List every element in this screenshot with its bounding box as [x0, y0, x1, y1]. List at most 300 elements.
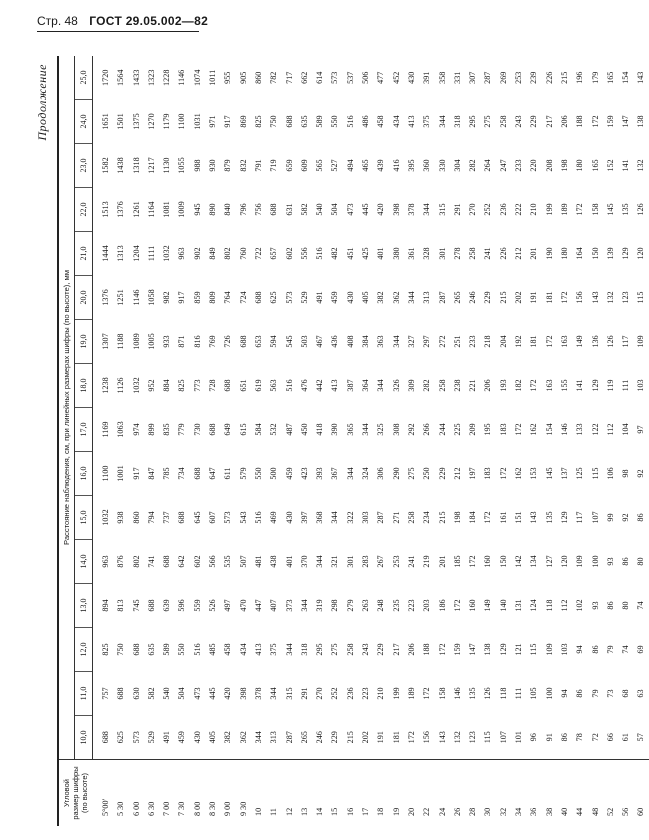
distance-cell: 182	[514, 379, 524, 392]
distance-cell: 611	[223, 467, 233, 480]
distance-cell: 266	[422, 423, 432, 436]
angle-cell: 14	[312, 760, 327, 827]
distance-cell: 199	[391, 687, 401, 700]
distance-cell: 119	[605, 379, 615, 392]
distance-cell: 1005	[146, 333, 156, 350]
distance-cell: 473	[345, 203, 355, 216]
distance-cell: 573	[330, 71, 340, 84]
distance-cell: 816	[192, 335, 202, 348]
column-header: 10,0	[75, 716, 93, 760]
column-header: 12,0	[75, 628, 93, 672]
distance-cell: 930	[208, 159, 218, 172]
distance-cell: 223	[361, 687, 371, 700]
distance-cell: 172	[514, 423, 524, 436]
column-header: 24,0	[75, 100, 93, 144]
distance-cell: 1720	[101, 69, 110, 86]
distance-cell: 330	[437, 159, 447, 172]
distance-cell: 147	[468, 643, 478, 656]
angle-cell: 6 00	[129, 760, 144, 827]
distance-cell: 304	[452, 159, 462, 172]
distance-cell: 92	[636, 469, 646, 478]
distance-cell: 154	[544, 423, 554, 436]
distance-cell: 139	[605, 247, 615, 260]
table-row	[633, 56, 648, 826]
distance-cell: 275	[330, 643, 340, 656]
distance-cell: 322	[345, 511, 355, 524]
table-row	[251, 56, 266, 826]
distance-cell: 99	[605, 513, 615, 522]
distance-cell: 1111	[146, 245, 156, 262]
distance-cell: 362	[391, 291, 401, 304]
column-header: 16,0	[75, 452, 93, 496]
distance-cell: 420	[376, 203, 386, 216]
distance-cell: 540	[162, 687, 172, 700]
distance-cell: 971	[208, 115, 218, 128]
distance-cell: 1513	[101, 201, 110, 218]
distance-cell: 172	[468, 555, 478, 568]
distance-cell: 252	[483, 203, 493, 216]
distance-cell: 503	[299, 335, 309, 348]
distance-cell: 791	[253, 159, 263, 172]
distance-cell: 117	[621, 335, 631, 348]
distance-cell: 186	[437, 599, 447, 612]
distance-cell: 451	[345, 247, 355, 260]
distance-cell: 344	[345, 467, 355, 480]
table-row	[205, 56, 220, 826]
distance-cell: 481	[253, 555, 263, 568]
table-row	[297, 56, 312, 826]
distance-cell: 112	[605, 423, 615, 436]
distance-cell: 988	[192, 159, 202, 172]
distance-cell: 635	[299, 115, 309, 128]
distance-cell: 688	[192, 467, 202, 480]
distance-cell: 726	[223, 335, 233, 348]
distance-cell: 301	[345, 555, 355, 568]
distance-cell: 215	[437, 511, 447, 524]
angle-column-header	[58, 760, 93, 827]
distance-cell: 154	[621, 71, 631, 84]
distance-cell: 198	[559, 159, 569, 172]
angle-cell: 19	[389, 760, 404, 827]
column-header: 21,0	[75, 232, 93, 276]
distance-cell: 272	[437, 335, 447, 348]
distance-cell: 459	[284, 467, 294, 480]
distance-cell: 657	[269, 247, 279, 260]
distance-cell: 344	[284, 643, 294, 656]
distance-cell: 1438	[116, 157, 126, 174]
distance-cell: 275	[483, 115, 493, 128]
distance-cell: 1238	[101, 377, 110, 394]
distance-cell: 158	[590, 203, 600, 216]
distance-cell: 430	[345, 291, 355, 304]
angle-cell: 10	[251, 760, 266, 827]
distance-cell: 226	[544, 71, 554, 84]
distance-cell: 378	[406, 203, 416, 216]
distance-cell: 172	[483, 511, 493, 524]
column-header: 19,0	[75, 320, 93, 364]
angle-cell: 40	[557, 760, 572, 827]
angle-cell: 30	[480, 760, 495, 827]
angle-cell: 20	[404, 760, 419, 827]
angle-cell: 7 00	[159, 760, 174, 827]
distance-cell: 57	[636, 733, 646, 742]
distance-cell: 117	[575, 511, 585, 524]
distance-cell: 1126	[116, 377, 126, 394]
distance-cell: 413	[330, 379, 340, 392]
distance-cell: 229	[529, 115, 539, 128]
distance-cell: 730	[192, 423, 202, 436]
distance-cell: 172	[544, 335, 554, 348]
distance-cell: 363	[376, 335, 386, 348]
table-row	[588, 56, 603, 826]
distance-cell: 550	[177, 643, 187, 656]
distance-cell: 1001	[116, 465, 126, 482]
distance-cell: 159	[452, 643, 462, 656]
distance-cell: 361	[406, 247, 416, 260]
distance-cell: 143	[590, 291, 600, 304]
distance-cell: 180	[559, 247, 569, 260]
distance-cell: 398	[238, 687, 248, 700]
distance-cell: 328	[422, 247, 432, 260]
distance-cell: 156	[422, 731, 432, 744]
distance-cell: 871	[177, 335, 187, 348]
column-header: 20,0	[75, 276, 93, 320]
distance-cell: 360	[422, 159, 432, 172]
distance-cell: 494	[345, 159, 355, 172]
distance-cell: 573	[223, 511, 233, 524]
distance-cell: 397	[299, 511, 309, 524]
distance-cell: 809	[208, 291, 218, 304]
page-header	[37, 14, 209, 32]
distance-cell: 566	[208, 555, 218, 568]
distance-cell: 165	[590, 159, 600, 172]
distance-cell: 172	[590, 115, 600, 128]
angle-cell: 36	[526, 760, 541, 827]
distance-cell: 132	[636, 159, 646, 172]
angle-cell: 13	[297, 760, 312, 827]
table-row	[282, 56, 297, 826]
distance-cell: 279	[345, 599, 355, 612]
distance-cell: 491	[162, 731, 172, 744]
distance-cell: 1564	[116, 69, 126, 86]
distance-cell: 318	[299, 643, 309, 656]
distance-cell: 825	[101, 643, 110, 656]
distance-cell: 769	[208, 335, 218, 348]
continuation-label: Продолжение	[35, 64, 49, 141]
distance-cell: 86	[636, 513, 646, 522]
distance-cell: 447	[253, 599, 263, 612]
distance-cell: 614	[315, 71, 325, 84]
distance-cell: 115	[529, 643, 539, 656]
distance-cell: 688	[101, 731, 110, 744]
distance-cell: 172	[452, 599, 462, 612]
distance-cell: 115	[483, 731, 493, 744]
distance-cell: 123	[468, 731, 478, 744]
angle-cell: 5 30	[113, 760, 128, 827]
distance-cell: 1009	[177, 201, 187, 218]
distance-cell: 107	[498, 731, 508, 744]
distance-cell: 172	[437, 643, 447, 656]
standard-number: ГОСТ 29.05.002—82	[89, 14, 209, 28]
distance-cell: 1146	[177, 69, 187, 86]
distance-cell: 287	[376, 511, 386, 524]
table-row	[93, 56, 114, 826]
distance-cell: 93	[590, 601, 600, 610]
distance-cell: 375	[269, 643, 279, 656]
distance-cell: 149	[575, 335, 585, 348]
angle-cell: 18	[373, 760, 388, 827]
distance-cell: 135	[544, 511, 554, 524]
distance-cell: 172	[406, 731, 416, 744]
distance-cell: 382	[376, 291, 386, 304]
distance-cell: 217	[391, 643, 401, 656]
distance-cell: 105	[529, 687, 539, 700]
angle-cell: 34	[511, 760, 526, 827]
distance-cell: 197	[468, 467, 478, 480]
distance-cell: 917	[131, 467, 141, 480]
distance-cell: 401	[284, 555, 294, 568]
distance-cell: 111	[621, 379, 631, 392]
distance-cell: 430	[284, 511, 294, 524]
distance-cell: 945	[192, 203, 202, 216]
distance-cell: 602	[284, 247, 294, 260]
distance-cell: 756	[253, 203, 263, 216]
distance-cell: 267	[376, 555, 386, 568]
distance-cell: 387	[345, 379, 355, 392]
distance-cell: 287	[437, 291, 447, 304]
angle-cell: 38	[542, 760, 557, 827]
distance-cell: 375	[422, 115, 432, 128]
distance-cell: 589	[315, 115, 325, 128]
distance-cell: 295	[468, 115, 478, 128]
distance-cell: 364	[361, 379, 371, 392]
distance-cell: 143	[636, 71, 646, 84]
distance-cell: 143	[437, 731, 447, 744]
distance-cell: 132	[605, 291, 615, 304]
distance-cell: 172	[422, 687, 432, 700]
distance-cell: 724	[238, 291, 248, 304]
distance-cell: 106	[605, 467, 615, 480]
distance-cell: 434	[391, 115, 401, 128]
distance-cell: 482	[330, 247, 340, 260]
table-row	[144, 56, 159, 826]
distance-cell: 208	[544, 159, 554, 172]
distance-cell: 97	[636, 425, 646, 434]
distance-cell: 138	[483, 643, 493, 656]
distance-cell: 545	[284, 335, 294, 348]
distance-cell: 195	[483, 423, 493, 436]
distance-cell: 594	[269, 335, 279, 348]
distance-cell: 1100	[101, 465, 110, 482]
distance-cell: 210	[376, 687, 386, 700]
distance-cell: 794	[146, 511, 156, 524]
distance-cell: 651	[238, 379, 248, 392]
column-header: 18,0	[75, 364, 93, 408]
distance-cell: 1146	[131, 289, 141, 306]
distance-cell: 151	[514, 511, 524, 524]
distance-cell: 688	[208, 423, 218, 436]
distance-cell: 625	[269, 291, 279, 304]
distance-cell: 390	[330, 423, 340, 436]
distance-cell: 459	[177, 731, 187, 744]
distance-cell: 120	[559, 555, 569, 568]
distance-cell: 215	[345, 731, 355, 744]
distance-cell: 573	[284, 291, 294, 304]
distance-cell: 737	[162, 511, 172, 524]
distance-cell: 313	[422, 291, 432, 304]
distance-cell: 439	[376, 159, 386, 172]
distance-cell: 344	[299, 599, 309, 612]
table-row	[450, 56, 465, 826]
angle-cell: 11	[266, 760, 281, 827]
distance-cell: 1032	[131, 377, 141, 394]
distance-cell: 308	[391, 423, 401, 436]
distance-cell: 287	[284, 731, 294, 744]
distance-cell: 835	[162, 423, 172, 436]
angle-cell: 6 30	[144, 760, 159, 827]
distance-cell: 298	[330, 599, 340, 612]
angle-cell: 15	[327, 760, 342, 827]
distance-cell: 445	[361, 203, 371, 216]
distance-cell: 405	[361, 291, 371, 304]
distance-cell: 109	[636, 335, 646, 348]
table-row	[480, 56, 495, 826]
distance-cell: 469	[269, 511, 279, 524]
distance-cell: 138	[636, 115, 646, 128]
distance-cell: 543	[238, 511, 248, 524]
distance-cell: 141	[621, 159, 631, 172]
distance-cell: 69	[636, 645, 646, 654]
distance-cell: 344	[437, 115, 447, 128]
distance-cell: 199	[544, 203, 554, 216]
angle-header-line: Угловой	[62, 779, 72, 807]
distance-cell: 344	[315, 555, 325, 568]
table-row	[220, 56, 235, 826]
distance-cell: 258	[498, 115, 508, 128]
table-row	[404, 56, 419, 826]
distance-cell: 181	[529, 335, 539, 348]
distance-cell: 252	[330, 687, 340, 700]
distance-cell: 982	[162, 291, 172, 304]
distance-cell: 244	[437, 423, 447, 436]
distance-cell: 662	[299, 71, 309, 84]
distance-cell: 202	[361, 731, 371, 744]
distance-cell: 344	[253, 731, 263, 744]
distance-cell: 102	[575, 599, 585, 612]
distance-cell: 196	[575, 71, 585, 84]
distance-cell: 303	[361, 511, 371, 524]
distance-cell: 86	[559, 733, 569, 742]
distance-cell: 1011	[208, 69, 218, 86]
distance-cell: 164	[575, 247, 585, 260]
distance-cell: 497	[223, 599, 233, 612]
distance-cell: 582	[299, 203, 309, 216]
distance-cell: 1313	[116, 245, 126, 262]
distance-cell: 290	[391, 467, 401, 480]
distance-cell: 452	[391, 71, 401, 84]
distance-cell: 63	[636, 689, 646, 698]
column-header: 14,0	[75, 540, 93, 584]
distance-cell: 111	[514, 687, 524, 700]
distance-cell: 362	[238, 731, 248, 744]
distance-cell: 222	[514, 203, 524, 216]
distance-cell: 450	[299, 423, 309, 436]
distance-cell: 899	[146, 423, 156, 436]
distance-cell: 470	[238, 599, 248, 612]
distance-cell: 118	[498, 687, 508, 700]
table-row	[542, 56, 557, 826]
distance-cell: 158	[437, 687, 447, 700]
distance-cell: 659	[284, 159, 294, 172]
distance-cell: 1318	[131, 157, 141, 174]
distance-cell: 1032	[101, 509, 110, 526]
distance-cell: 162	[514, 467, 524, 480]
distance-cell: 270	[315, 687, 325, 700]
angle-header-line: (по высоте)	[80, 772, 90, 814]
angle-cell: 9 30	[236, 760, 251, 827]
distance-cell: 344	[330, 511, 340, 524]
distance-cell: 516	[284, 379, 294, 392]
distance-cell: 172	[575, 203, 585, 216]
distance-cell: 247	[498, 159, 508, 172]
distance-cell: 860	[253, 71, 263, 84]
distance-cell: 529	[299, 291, 309, 304]
distance-cell: 331	[452, 71, 462, 84]
distance-cell: 491	[315, 291, 325, 304]
table-row	[557, 56, 572, 826]
distance-cell: 206	[406, 643, 416, 656]
distance-cell: 933	[162, 335, 172, 348]
distance-cell: 445	[208, 687, 218, 700]
distance-cell: 527	[330, 159, 340, 172]
distance-cell: 745	[131, 599, 141, 612]
distance-cell: 757	[101, 687, 110, 700]
distance-cell: 218	[483, 335, 493, 348]
distance-cell: 265	[299, 731, 309, 744]
distance-cell: 198	[452, 511, 462, 524]
group-header: Расстояние наблюдения, см, при линейных размерах шифры (по высоте), мм	[58, 56, 75, 760]
distance-cell: 1058	[146, 289, 156, 306]
distance-cell: 324	[361, 467, 371, 480]
distance-cell: 796	[238, 203, 248, 216]
angle-cell: 28	[465, 760, 480, 827]
distance-cell: 282	[468, 159, 478, 172]
distance-cell: 458	[376, 115, 386, 128]
distance-cell: 136	[590, 335, 600, 348]
distance-cell: 378	[253, 687, 263, 700]
distance-cell: 162	[529, 423, 539, 436]
column-header: 11,0	[75, 672, 93, 716]
distance-cell: 318	[452, 115, 462, 128]
angle-cell: 22	[419, 760, 434, 827]
distance-cell: 963	[177, 247, 187, 260]
distance-cell: 212	[514, 247, 524, 260]
distance-cell: 189	[406, 687, 416, 700]
distance-cell: 1204	[131, 245, 141, 262]
distance-cell: 313	[269, 731, 279, 744]
distance-cell: 246	[468, 291, 478, 304]
distance-cell: 631	[284, 203, 294, 216]
distance-cell: 565	[315, 159, 325, 172]
distance-cell: 1032	[162, 245, 172, 262]
distance-cell: 253	[514, 71, 524, 84]
distance-cell: 253	[391, 555, 401, 568]
distance-cell: 74	[636, 601, 646, 610]
distance-cell: 625	[116, 731, 126, 744]
distance-cell: 118	[544, 599, 554, 612]
distance-cell: 103	[636, 379, 646, 392]
observation-distance-table	[57, 56, 649, 826]
